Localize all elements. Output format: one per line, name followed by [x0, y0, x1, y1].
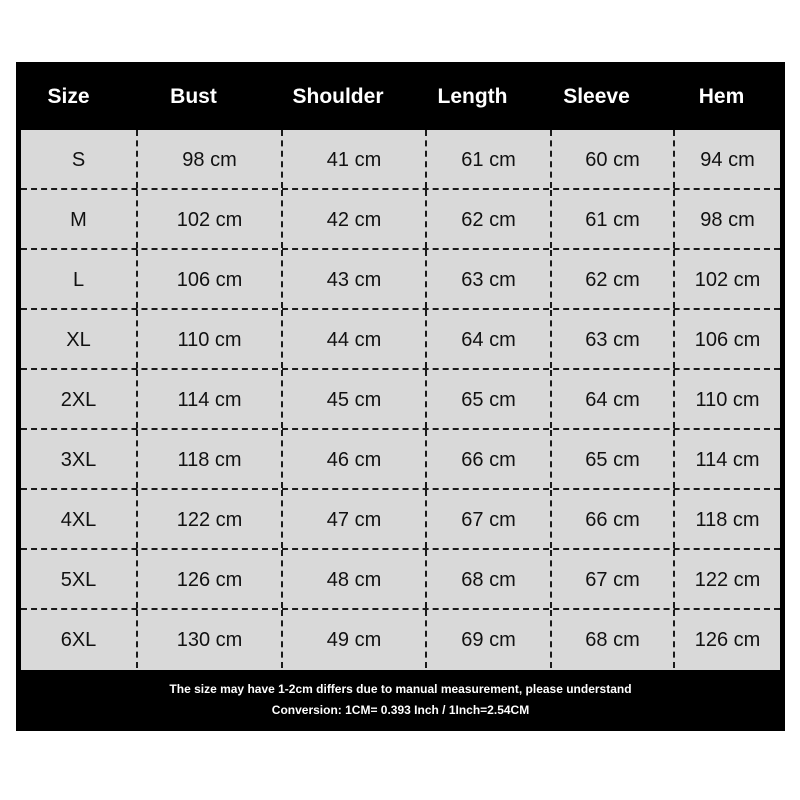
bust-cell: 102 cm [138, 190, 283, 248]
shoulder-cell: 42 cm [283, 190, 427, 248]
hem-cell: 110 cm [695, 389, 760, 411]
sleeve-cell: 64 cm [552, 370, 675, 428]
header-bust: Bust [170, 85, 217, 108]
size-cell: S [21, 130, 138, 188]
header-sleeve: Sleeve [563, 85, 630, 108]
header-size: Size [47, 85, 90, 108]
conversion-note: Conversion: 1CM= 0.393 Inch / 1Inch=2.54CM [271, 703, 530, 717]
sleeve-cell: 62 cm [552, 250, 675, 308]
sleeve-cell: 67 cm [552, 550, 675, 608]
length-cell: 68 cm [427, 550, 552, 608]
length-cell: 63 cm [427, 250, 552, 308]
table-header [16, 62, 785, 130]
size-cell: 3XL [21, 430, 138, 488]
bust-cell: 130 cm [138, 610, 283, 668]
sleeve-cell: 60 cm [552, 130, 675, 188]
size-cell: 2XL [21, 370, 138, 428]
bust-cell: 122 cm [138, 490, 283, 548]
length-cell: 66 cm [427, 430, 552, 488]
header-shoulder: Shoulder [292, 85, 384, 108]
bust-cell: 126 cm [138, 550, 283, 608]
sleeve-cell: 66 cm [552, 490, 675, 548]
size-cell: 6XL [21, 610, 138, 668]
shoulder-cell: 46 cm [283, 430, 427, 488]
hem-cell: 118 cm [695, 509, 760, 531]
size-cell: L [21, 250, 138, 308]
length-cell: 62 cm [427, 190, 552, 248]
measurement-note: The size may have 1-2cm differs due to manual measurement, please understand [169, 682, 632, 696]
length-cell: 65 cm [427, 370, 552, 428]
sleeve-cell: 68 cm [552, 610, 675, 668]
table-row [21, 370, 780, 430]
hem-cell: 126 cm [694, 629, 761, 651]
bust-cell: 114 cm [138, 370, 283, 428]
size-table [21, 130, 780, 732]
hem-cell: 94 cm [700, 149, 755, 171]
header-length: Length [437, 85, 508, 108]
size-cell: 5XL [21, 550, 138, 608]
table-row [21, 310, 780, 370]
shoulder-cell: 43 cm [283, 250, 427, 308]
bust-cell: 110 cm [138, 310, 283, 368]
size-chart [16, 62, 785, 731]
hem-cell: 114 cm [695, 449, 760, 471]
shoulder-cell: 49 cm [283, 610, 427, 668]
shoulder-cell: 44 cm [283, 310, 427, 368]
bust-cell: 106 cm [138, 250, 283, 308]
size-cell: M [21, 190, 138, 248]
table-row [21, 610, 780, 670]
length-cell: 67 cm [427, 490, 552, 548]
table-row [21, 550, 780, 610]
sleeve-cell: 61 cm [552, 190, 675, 248]
table-row [21, 430, 780, 490]
hem-cell: 102 cm [694, 269, 761, 291]
bust-cell: 118 cm [138, 430, 283, 488]
table-row [21, 130, 780, 190]
length-cell: 61 cm [427, 130, 552, 188]
hem-cell: 106 cm [694, 329, 761, 351]
length-cell: 64 cm [427, 310, 552, 368]
shoulder-cell: 41 cm [283, 130, 427, 188]
table-footer [16, 670, 785, 731]
sleeve-cell: 63 cm [552, 310, 675, 368]
header-hem: Hem [698, 85, 745, 108]
sleeve-cell: 65 cm [552, 430, 675, 488]
shoulder-cell: 47 cm [283, 490, 427, 548]
table-row [21, 490, 780, 550]
length-cell: 69 cm [427, 610, 552, 668]
shoulder-cell: 48 cm [283, 550, 427, 608]
shoulder-cell: 45 cm [283, 370, 427, 428]
size-cell: XL [21, 310, 138, 368]
bust-cell: 98 cm [138, 130, 283, 188]
table-row [21, 190, 780, 250]
size-cell: 4XL [21, 490, 138, 548]
hem-cell: 98 cm [700, 209, 755, 231]
table-row [21, 250, 780, 310]
hem-cell: 122 cm [694, 569, 761, 591]
